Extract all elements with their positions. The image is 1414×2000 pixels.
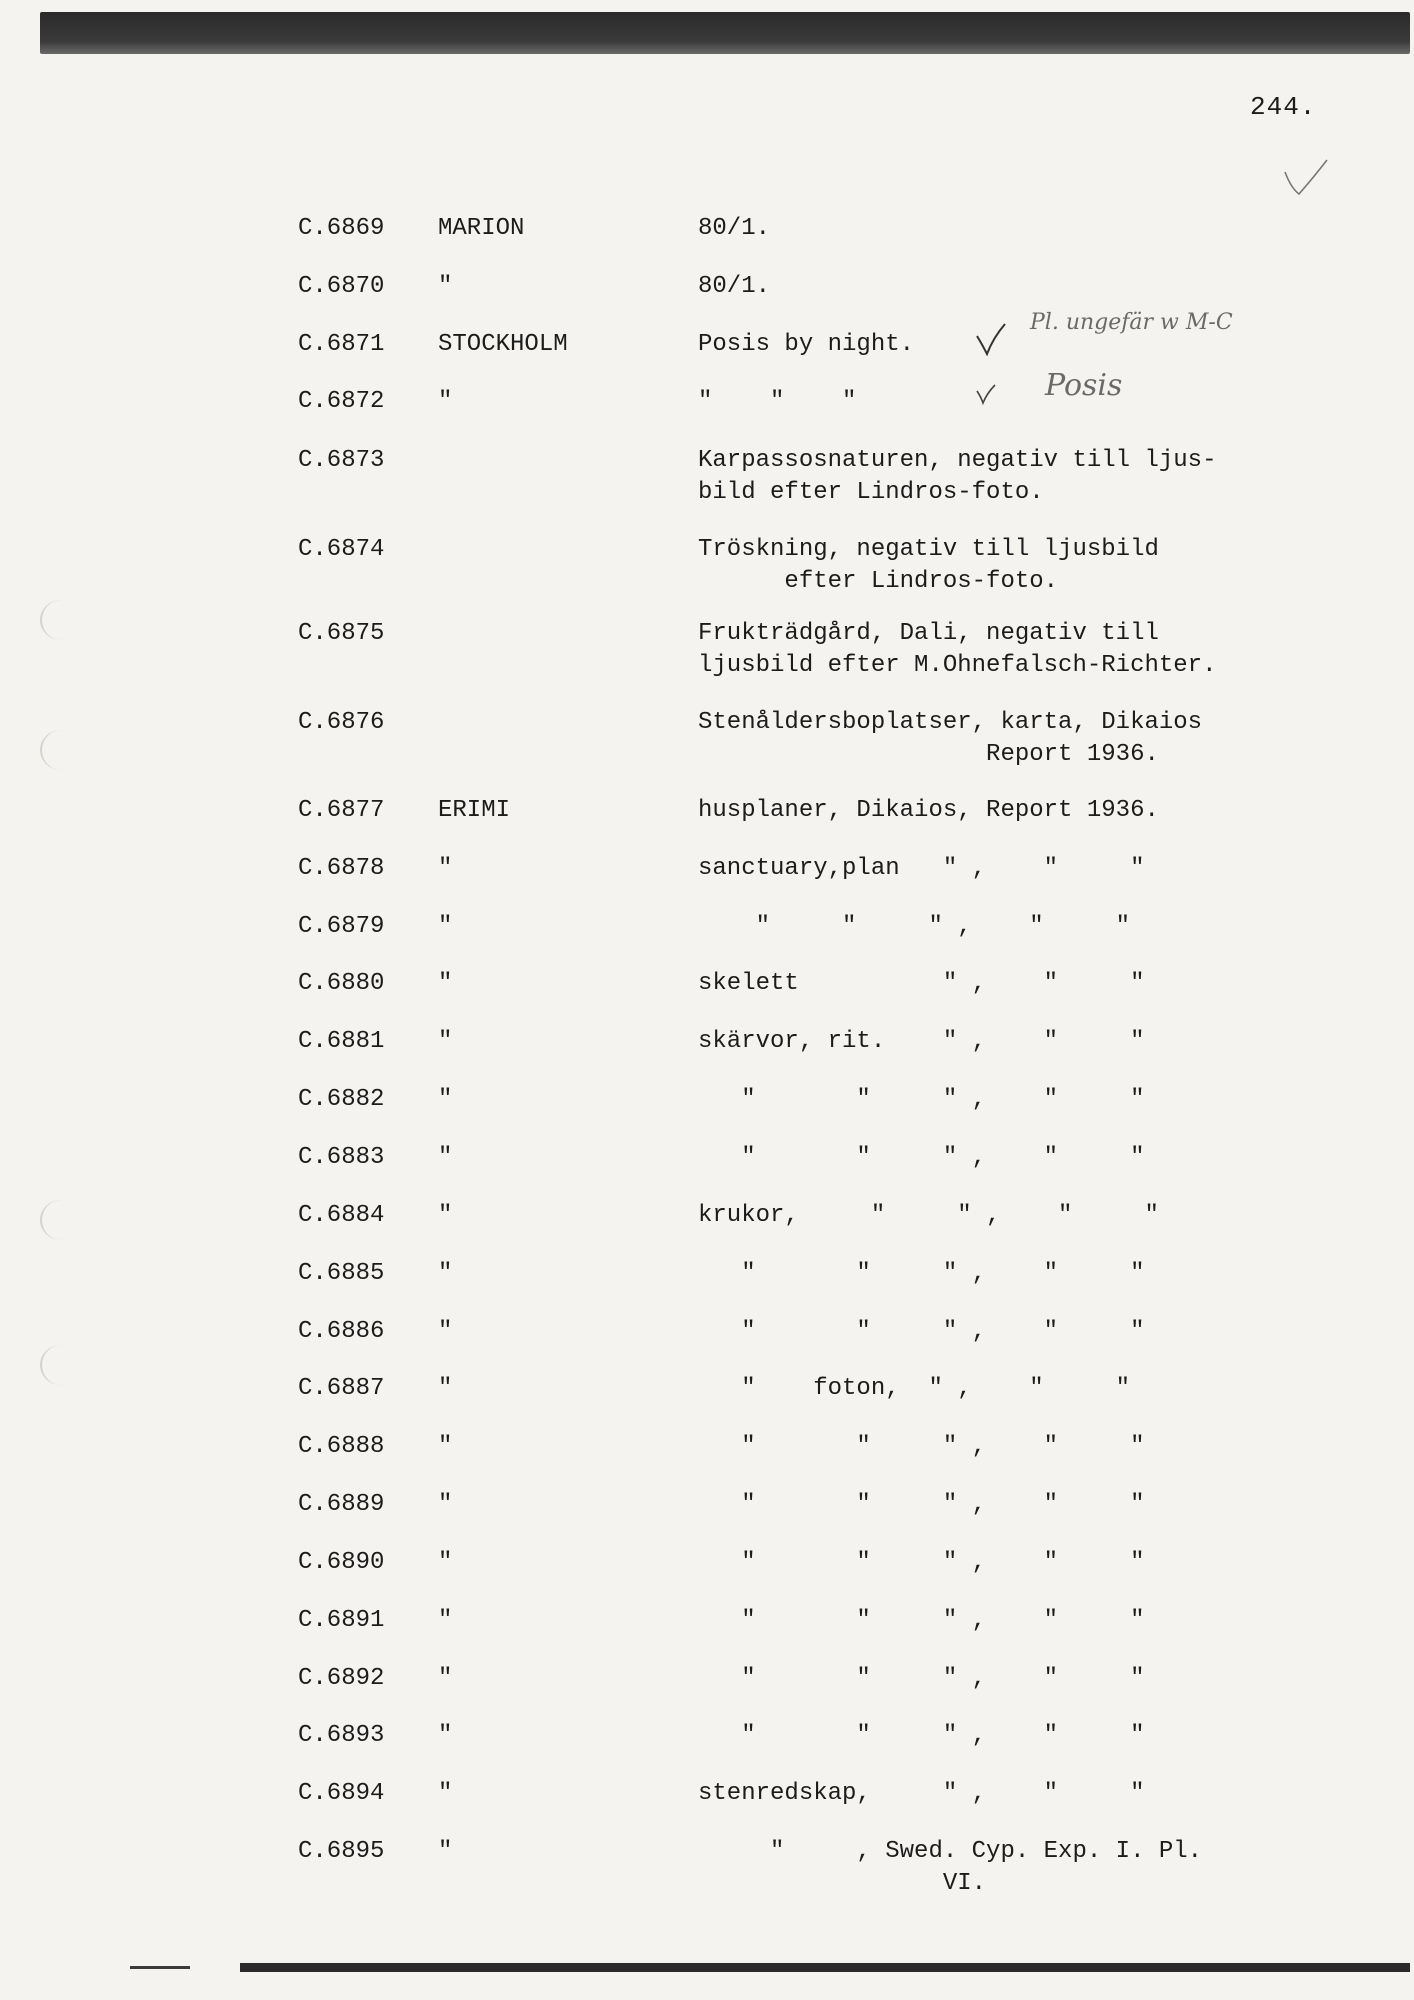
find-site: ": [438, 273, 453, 300]
description-line: sanctuary,plan " , " ": [698, 855, 1145, 882]
description: [698, 534, 1159, 598]
description-line: husplaner, Dikaios, Report 1936.: [698, 797, 1159, 824]
catalog-number: C.6872: [298, 388, 385, 415]
catalog-number: C.6895: [298, 1838, 385, 1865]
description: [698, 1605, 1144, 1637]
description-line: Report 1936.: [698, 741, 1159, 768]
find-site: ": [438, 1780, 453, 1807]
description-line: 80/1.: [698, 215, 771, 242]
catalog-number: C.6873: [298, 447, 385, 474]
description: [698, 1026, 1144, 1058]
catalog-number: C.6871: [298, 331, 385, 358]
description-line: skärvor, rit. " , " ": [698, 1028, 1145, 1055]
handwritten-note-6871: Pl. ungefär w M-C: [1030, 310, 1233, 335]
catalog-number: C.6891: [298, 1607, 385, 1634]
catalog-number: C.6893: [298, 1722, 385, 1749]
description-line: VI.: [698, 1870, 987, 1897]
description: [698, 1316, 1144, 1348]
catalog-number: C.6882: [298, 1086, 385, 1113]
description: [698, 911, 1130, 943]
description-line: " " " , " ": [698, 1607, 1145, 1634]
description: [698, 1778, 1144, 1810]
description-line: Stenåldersboplatser, karta, Dikaios: [698, 709, 1203, 736]
description-line: stenredskap, " , " ": [698, 1780, 1145, 1807]
find-site: ": [438, 1028, 453, 1055]
binding-hole-mark: [40, 1200, 82, 1240]
catalog-number: C.6881: [298, 1028, 385, 1055]
description: [698, 968, 1144, 1000]
catalog-number: C.6869: [298, 215, 385, 242]
description: [698, 1084, 1144, 1116]
description: [698, 1663, 1144, 1695]
find-site: ": [438, 970, 453, 997]
catalog-number: C.6885: [298, 1260, 385, 1287]
find-site: ": [438, 1549, 453, 1576]
description-line: " " " , " ": [698, 1086, 1145, 1113]
description: [698, 386, 856, 418]
binding-hole-mark: [40, 600, 82, 640]
catalog-number: C.6884: [298, 1202, 385, 1229]
description-line: " " ": [698, 388, 857, 415]
catalog-number: C.6894: [298, 1780, 385, 1807]
find-site: ": [438, 388, 453, 415]
description-line: efter Lindros-foto.: [698, 568, 1059, 595]
find-site: ": [438, 1838, 453, 1865]
catalog-number: C.6886: [298, 1318, 385, 1345]
description: [698, 707, 1202, 771]
description-line: " " " , " ": [698, 1433, 1145, 1460]
find-site: ERIMI: [438, 797, 511, 824]
find-site: ": [438, 1433, 453, 1460]
catalog-number: C.6889: [298, 1491, 385, 1518]
description-line: krukor, " " , " ": [698, 1202, 1159, 1229]
find-site: STOCKHOLM: [438, 331, 568, 358]
description: [698, 1489, 1144, 1521]
description: [698, 1142, 1144, 1174]
description-line: " , Swed. Cyp. Exp. I. Pl.: [698, 1838, 1203, 1865]
description-line: Tröskning, negativ till ljusbild: [698, 536, 1159, 563]
scan-top-edge-bar: [40, 12, 1410, 54]
page-number: 244.: [1250, 92, 1317, 122]
description-line: " " " , " ": [698, 1491, 1145, 1518]
description-line: " " " , " ": [698, 1318, 1145, 1345]
description-line: skelett " , " ": [698, 970, 1145, 997]
description: [698, 445, 1216, 509]
description: [698, 1836, 1202, 1900]
description: [698, 1431, 1144, 1463]
description-line: " " " , " ": [698, 1549, 1145, 1576]
catalog-number: C.6892: [298, 1665, 385, 1692]
description-line: bild efter Lindros-foto.: [698, 479, 1044, 506]
description: [698, 1373, 1130, 1405]
description: [698, 618, 1216, 682]
description-line: " " " , " ": [698, 1260, 1145, 1287]
description-line: " " " , " ": [698, 1144, 1145, 1171]
description-line: ljusbild efter M.Ohnefalsch-Richter.: [698, 652, 1217, 679]
handwritten-tick-icon: [975, 322, 1007, 356]
handwritten-tick-icon: [975, 383, 997, 405]
find-site: ": [438, 1086, 453, 1113]
find-site: ": [438, 1144, 453, 1171]
catalog-number: C.6887: [298, 1375, 385, 1402]
catalog-number: C.6870: [298, 273, 385, 300]
description: [698, 795, 1159, 827]
scan-bottom-edge-bar: [240, 1963, 1410, 1972]
find-site: ": [438, 1375, 453, 1402]
handwritten-checkmark-icon: [1283, 158, 1329, 198]
handwritten-note-6872: Posis: [1045, 368, 1123, 403]
description: [698, 329, 914, 361]
find-site: ": [438, 913, 453, 940]
description: [698, 1258, 1144, 1290]
find-site: ": [438, 1491, 453, 1518]
scan-bottom-edge-stub: [130, 1966, 190, 1969]
description-line: Karpassosnaturen, negativ till ljus-: [698, 447, 1217, 474]
description: [698, 1720, 1144, 1752]
catalog-number: C.6877: [298, 797, 385, 824]
description: [698, 1200, 1159, 1232]
find-site: ": [438, 855, 453, 882]
find-site: ": [438, 1607, 453, 1634]
description-line: " " " , " ": [698, 1722, 1145, 1749]
catalog-number: C.6876: [298, 709, 385, 736]
binding-hole-mark: [40, 1345, 82, 1385]
catalog-number: C.6879: [298, 913, 385, 940]
find-site: ": [438, 1722, 453, 1749]
description-line: " foton, " , " ": [698, 1375, 1131, 1402]
find-site: ": [438, 1318, 453, 1345]
find-site: MARION: [438, 215, 525, 242]
description-line: " " " , " ": [698, 913, 1131, 940]
binding-hole-mark: [40, 730, 82, 770]
catalog-number: C.6874: [298, 536, 385, 563]
description: [698, 213, 770, 245]
description: [698, 853, 1144, 885]
find-site: ": [438, 1665, 453, 1692]
description-line: Posis by night.: [698, 331, 915, 358]
catalog-number: C.6878: [298, 855, 385, 882]
catalog-number: C.6875: [298, 620, 385, 647]
catalog-number: C.6880: [298, 970, 385, 997]
catalog-number: C.6888: [298, 1433, 385, 1460]
find-site: ": [438, 1202, 453, 1229]
description-line: " " " , " ": [698, 1665, 1145, 1692]
catalog-number: C.6883: [298, 1144, 385, 1171]
catalog-number: C.6890: [298, 1549, 385, 1576]
description: [698, 1547, 1144, 1579]
description: [698, 271, 770, 303]
description-line: 80/1.: [698, 273, 771, 300]
find-site: ": [438, 1260, 453, 1287]
description-line: Frukträdgård, Dali, negativ till: [698, 620, 1159, 647]
